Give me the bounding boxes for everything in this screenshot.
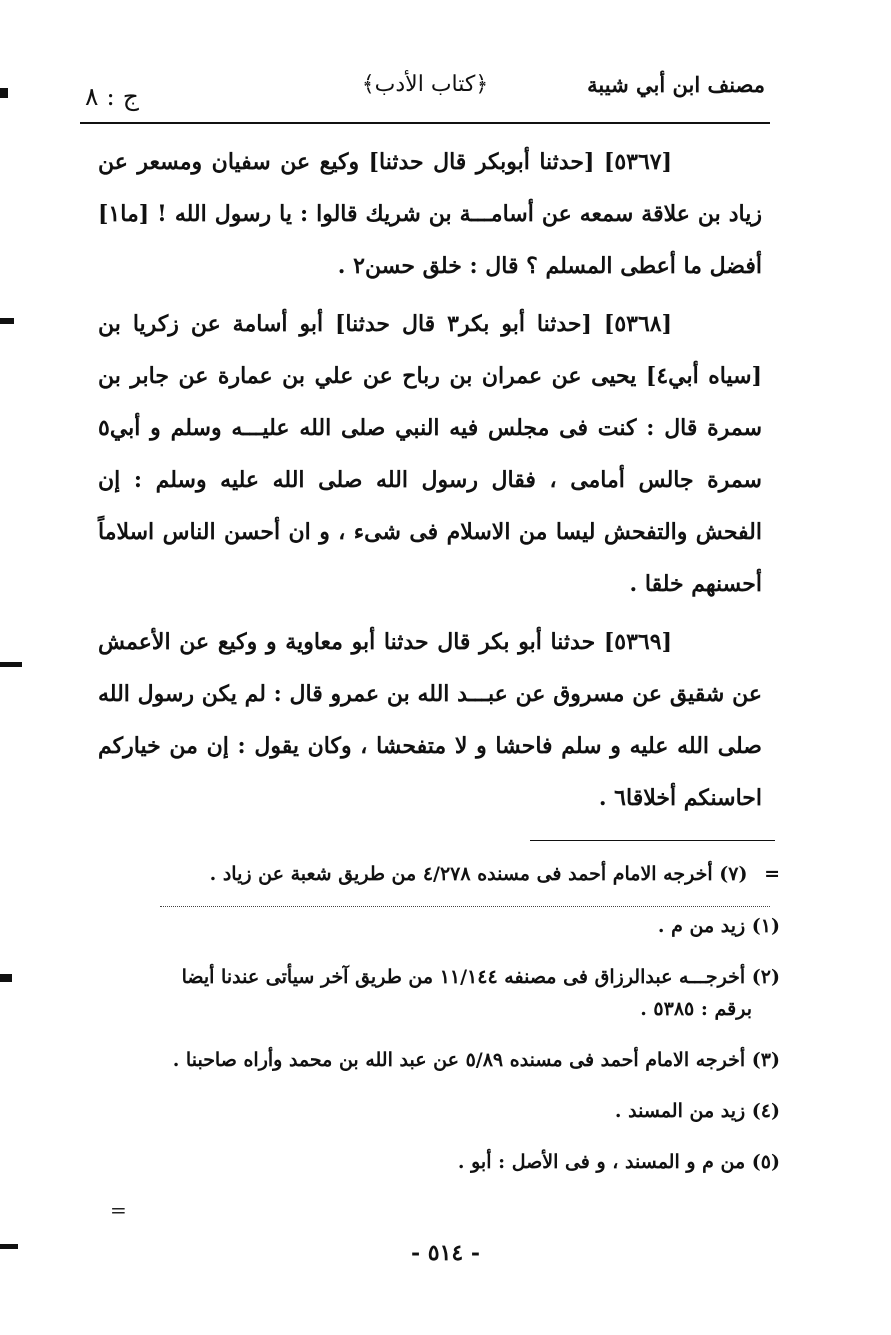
margin-mark bbox=[0, 318, 14, 324]
hadith-number: [٥٣٦٧] bbox=[603, 149, 672, 175]
end-marker: = bbox=[110, 1198, 127, 1222]
chapter-title: ﴿كتاب الأدب﴾ bbox=[361, 72, 489, 97]
footnote-text: (٢) أخرجـــه عبدالرزاق فى مصنفه ١١/١٤٤ من طريق آخر سيأتى عندنا أيضا bbox=[181, 966, 780, 988]
footnote-5 bbox=[100, 1146, 780, 1178]
hadith-text: [حدثنا أبوبكر قال حدثنا] وكيع عن سفيان ومسعر عن زياد بن علاقة سمعه عن أسامـــة بن شريك قالوا : يا رسول الله ! [ما١] أفضل ما أعطى المسلم ؟ قال : خلق حسن٢ . bbox=[98, 149, 762, 279]
footnote-text: (٣) أخرجه الامام أحمد فى مسنده ٥/٨٩ عن عبد الله بن محمد وأراه صاحبنا . bbox=[172, 1049, 780, 1071]
footnote-text: (٤) زيد من المسند . bbox=[614, 1100, 780, 1122]
margin-mark bbox=[0, 1244, 18, 1249]
hadith-text: [حدثنا أبو بكر٣ قال حدثنا] أبو أسامة عن زكريا بن [سياه أبي٤] يحيى عن عمران بن رباح عن علي بن عمارة عن جابر بن سمرة قال : كنت فى مجلس فيه النبي صلى الله عليـــه وسلم و أبي٥ سمرة جالس أمامى ، فقال رسول الله صلى الله عليه وسلم : إن الفحش والتفحش ليسا من الاسلام فى شىء ، و ان أحسن الناس اسلاماً أحسنهم خلقا . bbox=[98, 311, 762, 597]
footnote-2 bbox=[100, 961, 780, 1025]
continuation-marker: = bbox=[764, 863, 780, 885]
hadith-number: [٥٣٦٩] bbox=[603, 629, 672, 655]
hadith-number: [٥٣٦٨] bbox=[603, 311, 673, 337]
margin-mark bbox=[0, 662, 22, 667]
hadith-5369 bbox=[98, 616, 762, 824]
footnote-1 bbox=[100, 910, 780, 942]
margin-mark bbox=[0, 88, 8, 98]
footnotes bbox=[100, 858, 780, 1197]
footnote-text: (٥) من م و المسند ، و فى الأصل : أبو . bbox=[457, 1151, 780, 1173]
hadith-body bbox=[98, 136, 762, 830]
footnote-continued bbox=[100, 858, 780, 890]
page-header bbox=[85, 66, 765, 114]
footnote-4 bbox=[100, 1095, 780, 1127]
hadith-text: حدثنا أبو بكر قال حدثنا أبو معاوية و وكيع عن الأعمش عن شقيق عن مسروق عن عبـــد الله بن عمرو قال : لم يكن رسول الله صلى الله عليه و سلم فاحشا و لا متفحشا ، وكان يقول : إن من خياركم احاسنكم أخلاقا٦ . bbox=[98, 629, 762, 811]
page-number: - ٥١٤ - bbox=[410, 1240, 481, 1266]
footnote-3 bbox=[100, 1044, 780, 1076]
volume-number: ج : ٨ bbox=[85, 82, 139, 111]
footnote-text: (١) زيد من م . bbox=[657, 915, 780, 937]
hadith-5368 bbox=[98, 298, 762, 610]
book-title: مصنف ابن أبي شيبة bbox=[587, 72, 765, 97]
footnote-text-continued: برقم : ٥٣٨٥ . bbox=[640, 998, 752, 1020]
footnote-text: (٧) أخرجه الامام أحمد فى مسنده ٤/٢٧٨ من طريق شعبة عن زياد . bbox=[209, 863, 748, 885]
margin-mark bbox=[0, 974, 12, 982]
hadith-5367 bbox=[98, 136, 762, 292]
header-rule bbox=[80, 122, 770, 124]
footnote-rule bbox=[530, 840, 775, 841]
